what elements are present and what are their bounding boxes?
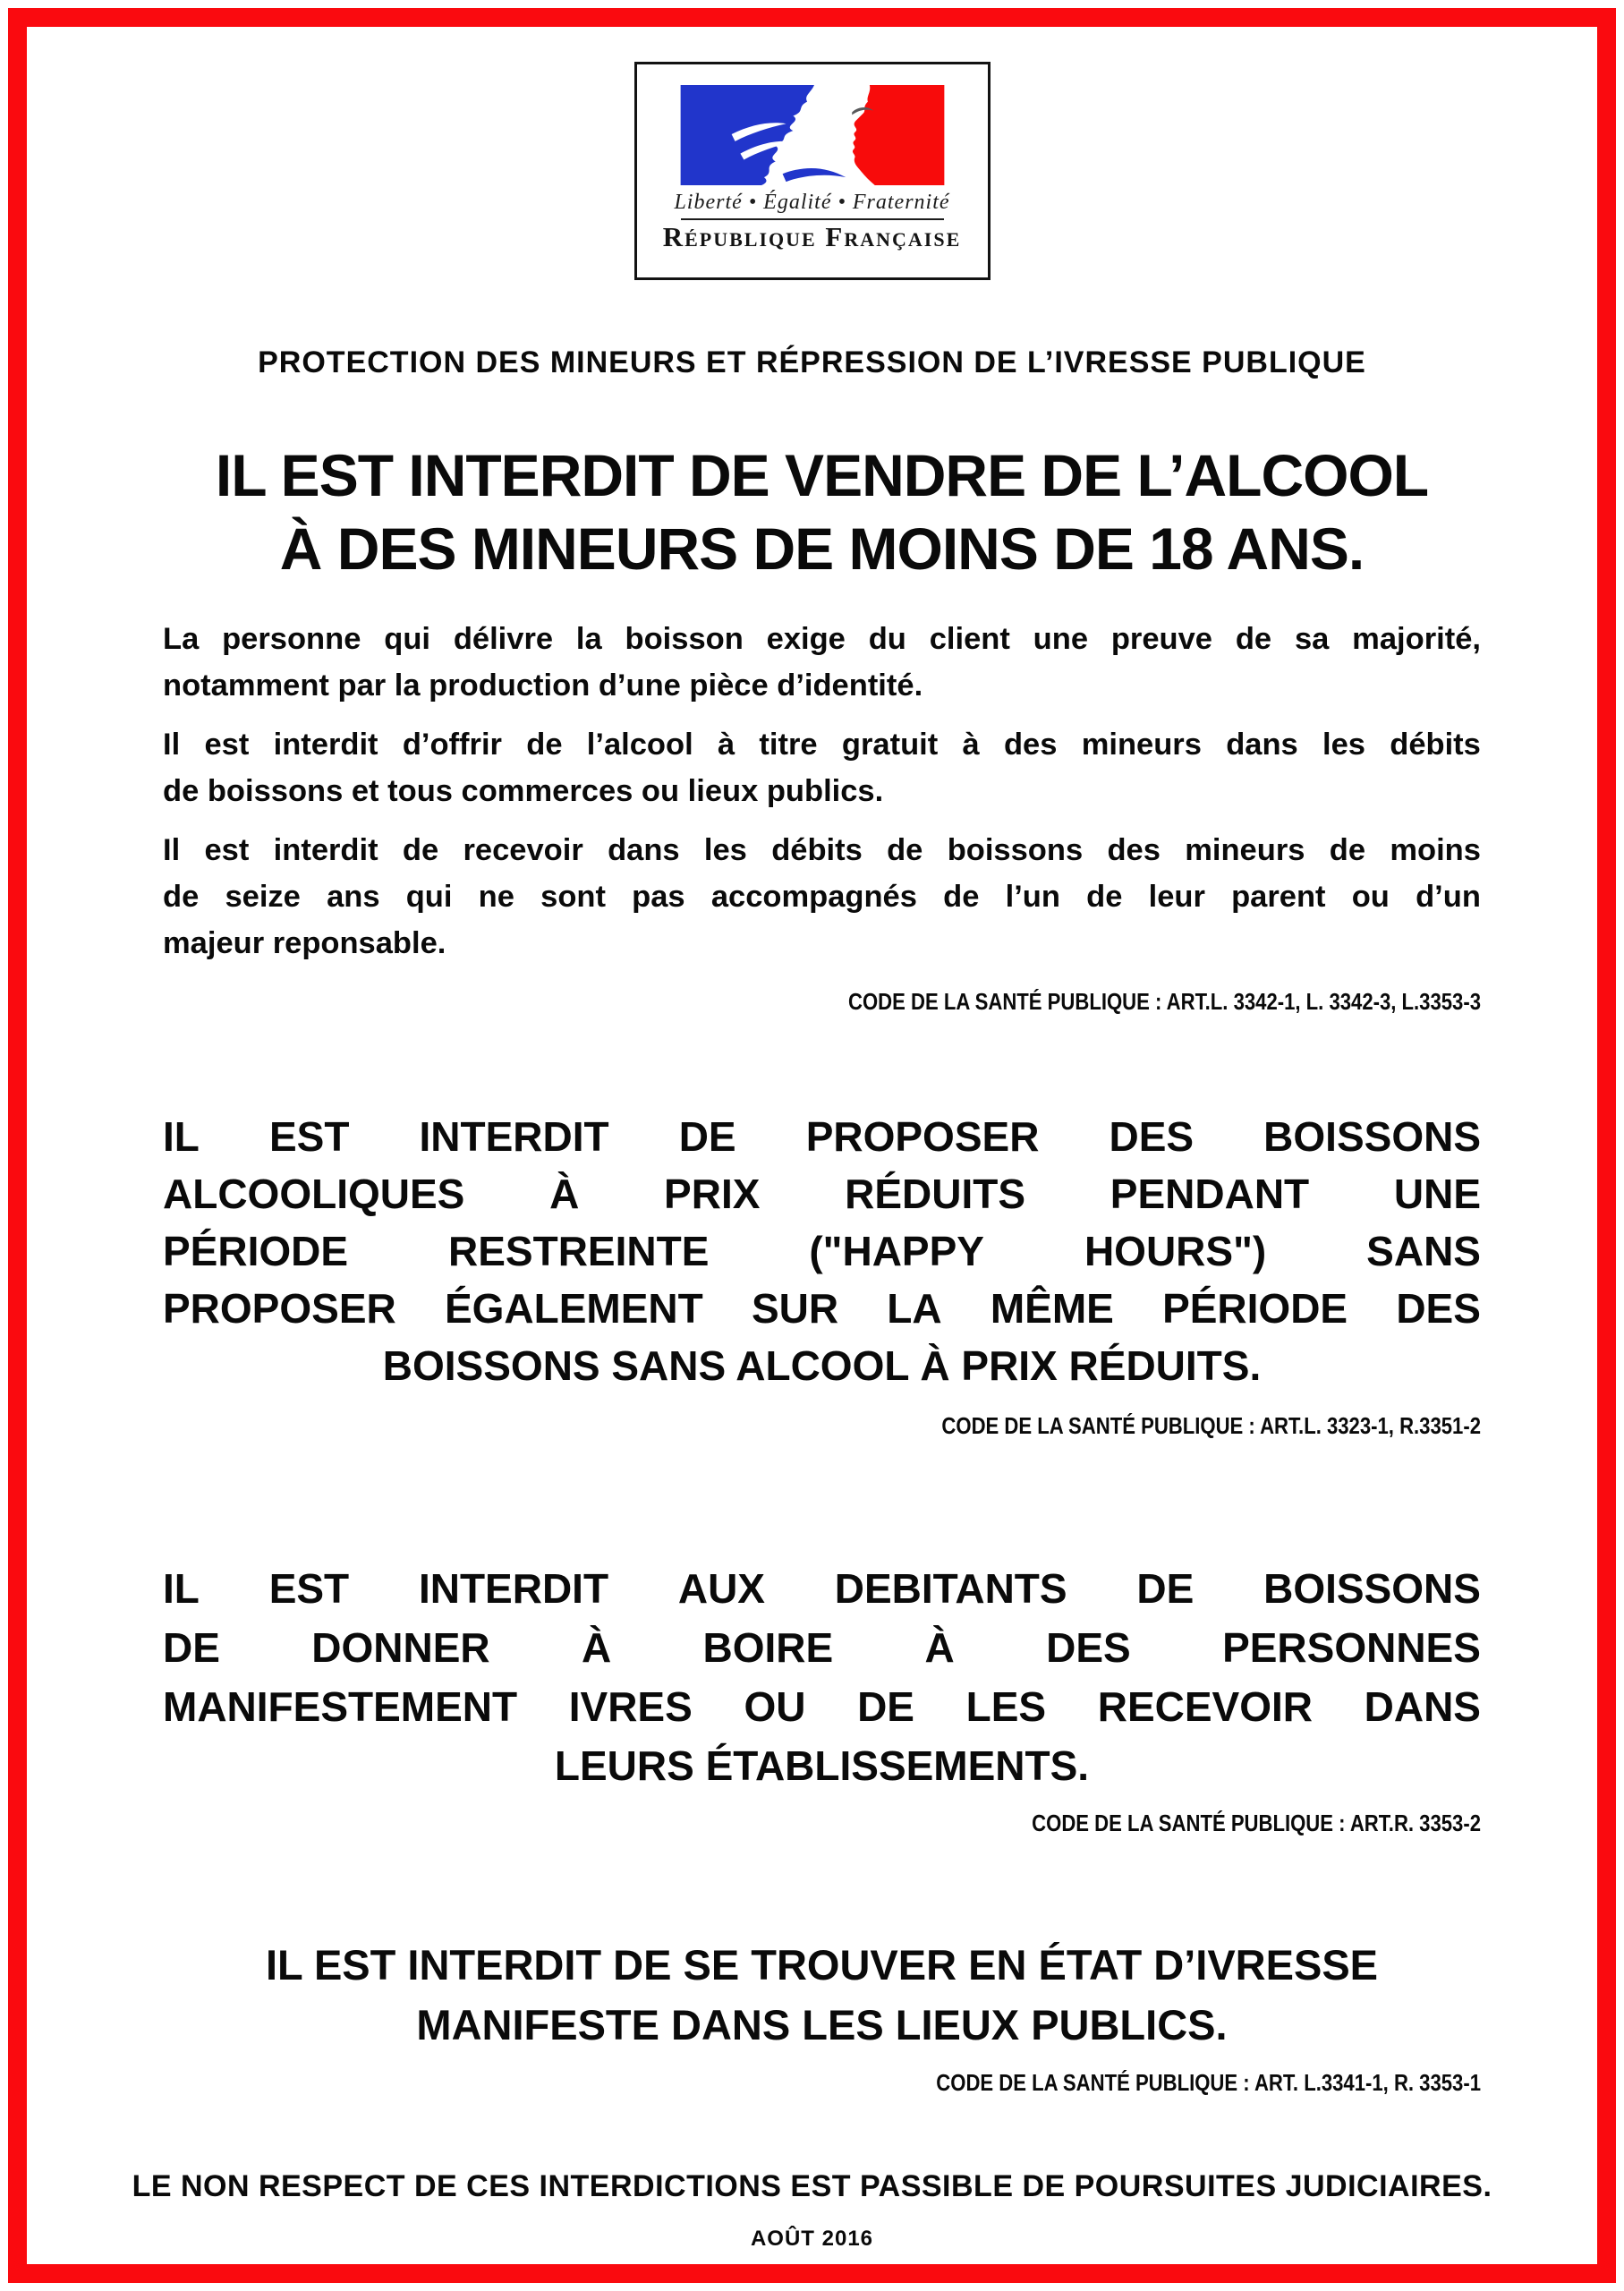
legal-code-reference-1: CODE DE LA SANTÉ PUBLIQUE : ART.L. 3342-1, L. 3342-3, L.3353-3 xyxy=(848,988,1481,1015)
legal-code-reference-2: CODE DE LA SANTÉ PUBLIQUE : ART.L. 3323-1, R.3351-2 xyxy=(941,1412,1481,1439)
logo-motto: Liberté • Égalité • Fraternité xyxy=(674,191,950,214)
main-title-line-2: À DES MINEURS DE MOINS DE 18 ANS. xyxy=(279,515,1365,582)
section-drunk-patrons xyxy=(163,1559,1481,1795)
republique-francaise-logo xyxy=(634,62,991,280)
logo-republic-label: République Française xyxy=(662,221,962,252)
section-line: PROPOSER ÉGALEMENT SUR LA MÊME PÉRIODE DES xyxy=(163,1285,1481,1332)
poster-kicker: PROTECTION DES MINEURS ET RÉPRESSION DE L’IVRESSE PUBLIQUE xyxy=(258,345,1366,379)
paragraph-under-sixteen xyxy=(163,827,1481,967)
legal-code-reference-4: CODE DE LA SANTÉ PUBLIQUE : ART. L.3341-1, R. 3353-1 xyxy=(936,2069,1481,2096)
paragraph-free-alcohol xyxy=(163,721,1481,814)
paragraph-line: La personne qui délivre la boisson exige du client une preuve de sa majorité, xyxy=(163,622,1481,656)
section-line: MANIFESTE DANS LES LIEUX PUBLICS. xyxy=(416,2001,1228,2048)
section-line: DE DONNER À BOIRE À DES PERSONNES xyxy=(163,1624,1481,1671)
section-line: LEURS ÉTABLISSEMENTS. xyxy=(554,1742,1090,1789)
paragraph-line: notamment par la production d’une pièce d’identité. xyxy=(163,669,923,703)
paragraph-line: Il est interdit de recevoir dans les débits de boissons des mineurs de moins xyxy=(163,833,1481,867)
penalty-warning: LE NON RESPECT DE CES INTERDICTIONS EST PASSIBLE DE POURSUITES JUDICIAIRES. xyxy=(132,2169,1492,2203)
logo-divider xyxy=(681,218,944,220)
section-happy-hours xyxy=(163,1108,1481,1394)
section-line: IL EST INTERDIT DE PROPOSER DES BOISSONS xyxy=(163,1113,1481,1160)
publication-date: AOÛT 2016 xyxy=(750,2227,874,2251)
paragraph-majority-proof xyxy=(163,616,1481,709)
marianne-flag-icon xyxy=(680,85,945,185)
paragraph-line: de seize ans qui ne sont pas accompagnés de l’un de leur parent ou d’un xyxy=(163,880,1481,914)
paragraph-line: de boissons et tous commerces ou lieux publics. xyxy=(163,774,884,808)
main-title xyxy=(163,439,1481,585)
section-line: IL EST INTERDIT DE SE TROUVER EN ÉTAT D’IVRESSE xyxy=(265,1941,1379,1989)
section-line: MANIFESTEMENT IVRES OU DE LES RECEVOIR DANS xyxy=(163,1683,1481,1730)
paragraph-line: majeur reponsable. xyxy=(163,926,446,960)
main-title-line-1: IL EST INTERDIT DE VENDRE DE L’ALCOOL xyxy=(215,442,1429,508)
section-line: BOISSONS SANS ALCOOL À PRIX RÉDUITS. xyxy=(382,1342,1262,1389)
section-line: IL EST INTERDIT AUX DEBITANTS DE BOISSONS xyxy=(163,1565,1481,1612)
section-public-drunkenness xyxy=(163,1935,1481,2055)
legal-code-reference-3: CODE DE LA SANTÉ PUBLIQUE : ART.R. 3353-2 xyxy=(1032,1810,1481,1836)
section-line: PÉRIODE RESTREINTE ("HAPPY HOURS") SANS xyxy=(163,1228,1481,1274)
section-line: ALCOOLIQUES À PRIX RÉDUITS PENDANT UNE xyxy=(163,1171,1481,1217)
paragraph-line: Il est interdit d’offrir de l’alcool à titre gratuit à des mineurs dans les débits xyxy=(163,728,1481,762)
